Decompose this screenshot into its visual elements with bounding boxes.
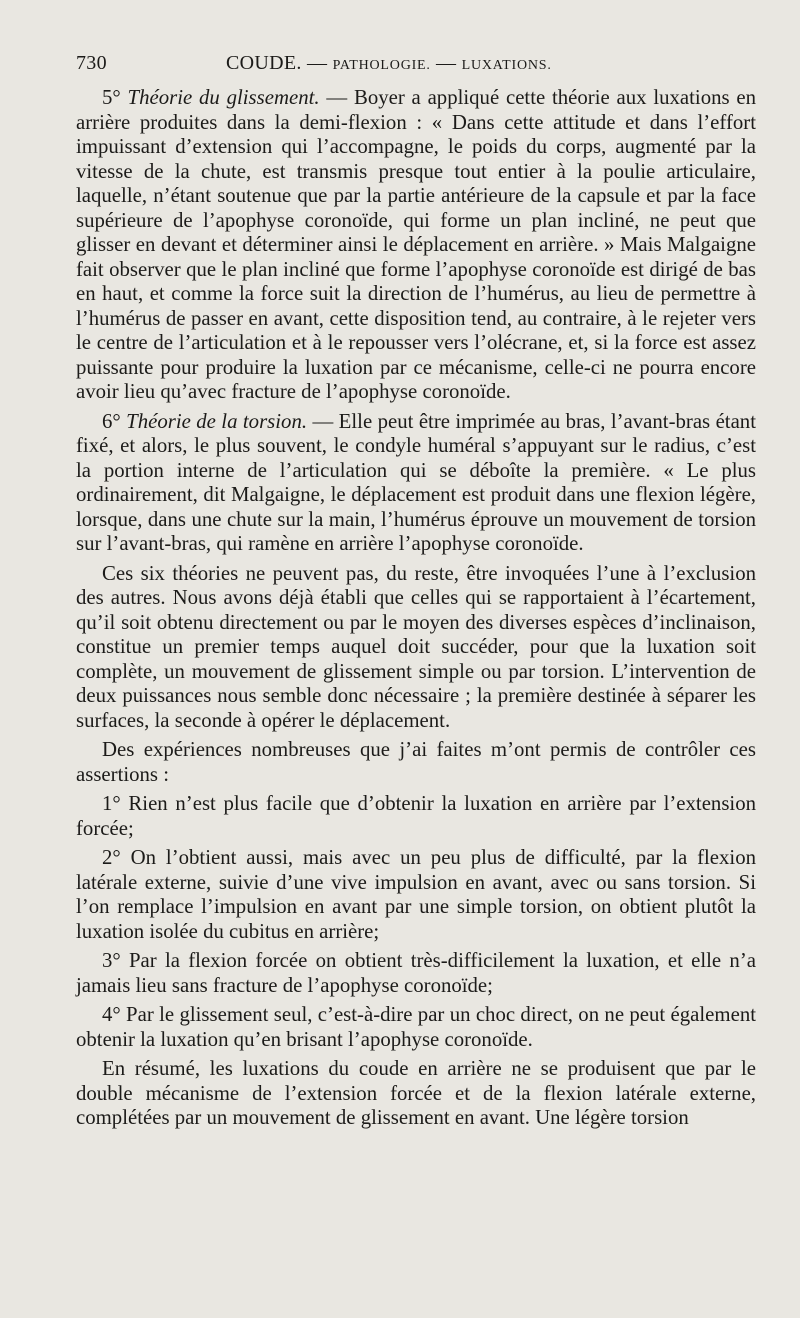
theory-heading: Théorie du glissement. <box>127 86 320 109</box>
header-title-main: COUDE. <box>226 52 302 74</box>
paragraph-resume: En résumé, les luxations du coude en arrière ne se produisent que par le double mécanisme de l’extension forcée et de la flexion latérale externe, complétées par un mouvement de glissement en avant. Une légère torsion <box>76 1057 756 1129</box>
page-number: 730 <box>76 52 107 74</box>
running-header <box>76 52 756 86</box>
paragraph-number: 6° <box>102 409 127 433</box>
paragraph-item-3: 3° Par la flexion forcée on obtient très-difficilement la luxation, et elle n’a jamais lieu sans fracture de l’apophyse coronoïde; <box>76 949 756 997</box>
paragraph-item-4: 4° Par le glissement seul, c’est-à-dire par un choc direct, on ne peut également obtenir la luxation qu’en brisant l’apophyse coronoïde. <box>76 1003 756 1051</box>
header-separator: — <box>301 52 333 74</box>
header-section: PATHOLOGIE. <box>332 58 431 73</box>
theory-heading: Théorie de la torsion. <box>126 409 308 433</box>
header-separator: — <box>430 52 462 74</box>
paragraph-text: — Elle peut être imprimée au bras, l’avant-bras étant fixé, et alors, le plus souvent, le condyle huméral s’appuyant sur le radius, c’est la portion interne de l’articulation qui se déboîte la première. « Le plus ordinairement, dit Malgaigne, le déplacement est produit dans une flexion légère, lorsque, dans une chute sur la main, l’humérus éprouve un mouvement de torsion sur l’avant-bras, qui ramène en arrière l’apophyse coronoïde. <box>76 409 756 555</box>
paragraph-number: 5° <box>102 86 128 109</box>
paragraph-experiences: Des expériences nombreuses que j’ai faites m’ont permis de contrôler ces assertions : <box>76 738 756 786</box>
body-text <box>76 86 756 1131</box>
running-title <box>226 52 756 75</box>
header-subsection: LUXATIONS. <box>461 58 552 73</box>
paragraph-six-theories: Ces six théories ne peuvent pas, du reste, être invoquées l’une à l’exclusion des autres. Nous avons déjà établi que celles qui se rapportaient à l’écartement, qu’il soit obtenu directement ou par le moyen des diverses espèces d’inclinaison, constitue un premier temps auquel doit succéder, pour que la luxation soit complète, un mouvement de glissement simple ou par torsion. L’intervention de deux puissances nous semble donc nécessaire ; la première destinée à séparer les surfaces, la seconde à opérer le déplacement. <box>76 561 756 732</box>
paragraph-item-2: 2° On l’obtient aussi, mais avec un peu plus de difficulté, par la flexion latérale externe, suivie d’une vive impulsion en avant, avec ou sans torsion. Si l’on remplace l’impulsion en avant par une simple torsion, on obtient plutôt la luxation isolée du cubitus en arrière; <box>76 846 756 943</box>
paragraph-glissement <box>76 86 756 405</box>
paragraph-text: — Boyer a appliqué cette théorie aux luxations en arrière produites dans la demi-flexion : « Dans cette attitude et dans l’effort impuissant d’extension qui l’accompagne, le poids du corps, augmenté par la vitesse de la chute, est transmis presque tout entier à la poulie articulaire, laquelle, n’étant soutenue que par la partie antérieure de la capsule et par la face supérieure de l’apophyse coronoïde, qui forme un plan incliné, ne peut que glisser en devant et déterminer ainsi le déplacement en arrière. » Mais Malgaigne fait observer que le plan incliné que forme l’apophyse coronoïde est dirigé de bas en haut, et comme la force suit la direction de l’humérus, au lieu de permettre à l’humérus de passer en avant, cette disposition tend, au contraire, à le rejeter vers le centre de l’articulation et à le repousser vers l’olécrane, et, si la force est assez puissante pour produire la luxation par ce mécanisme, celle-ci ne pourra encore avoir lieu qu’avec fracture de l’apophyse coronoïde. <box>76 86 757 403</box>
paragraph-torsion <box>76 410 756 557</box>
paragraph-item-1: 1° Rien n’est plus facile que d’obtenir la luxation en arrière par l’extension forcée; <box>76 792 756 840</box>
